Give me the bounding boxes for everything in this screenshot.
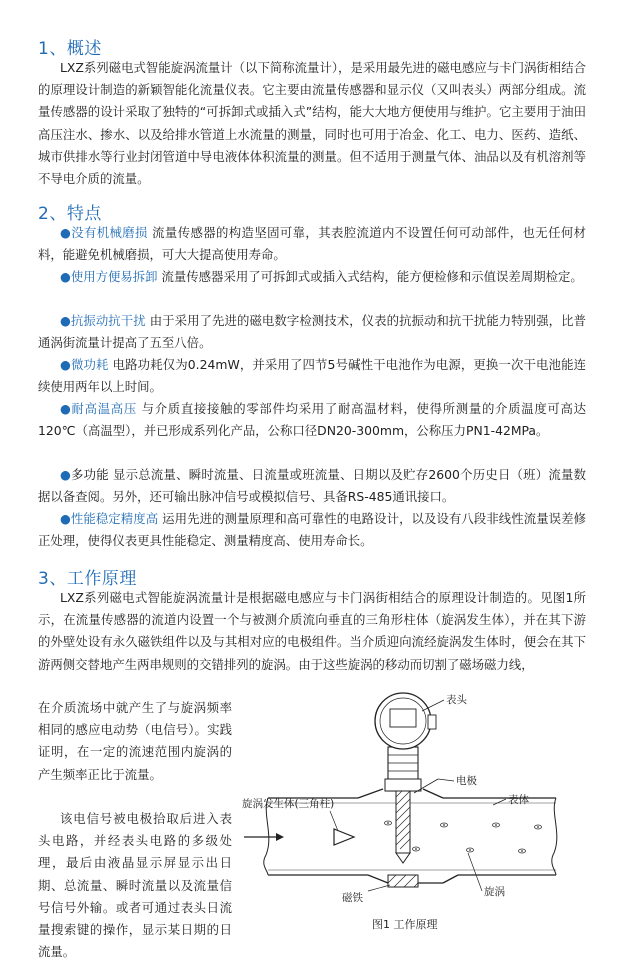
working-principle-diagram — [238, 685, 584, 910]
working-principle-figure — [238, 685, 584, 955]
feature-item — [38, 508, 586, 552]
label-body: 表体 — [508, 794, 529, 806]
bullet-icon: ● — [60, 313, 71, 328]
label-vortex: 旋涡 — [484, 886, 505, 898]
feature-item — [38, 266, 586, 288]
feature-title: 多功能 — [71, 467, 109, 482]
feature-text: 显示总流量、瞬时流量、日流量或班流量、日期以及贮存2600个历史日（班）流量数据以备查阅。另外，还可输出脉冲信号或模拟信号、具备RS-485通讯接口。 — [38, 467, 587, 505]
feature-text: 与介质直接接触的零部件均采用了耐高温材料，使得所测量的介质温度可高达120℃（高温型），并已形成系列化产品，公称口径DN20-300mm，公称压力PN1-42MPa。 — [38, 401, 586, 439]
bullet-icon: ● — [60, 357, 71, 372]
label-head: 表头 — [446, 694, 467, 706]
feature-item — [38, 310, 586, 354]
bullet-icon: ● — [60, 401, 72, 416]
feature-title: 性能稳定精度高 — [70, 511, 159, 526]
label-electrode: 电极 — [456, 775, 477, 787]
feature-title: 使用方便易拆卸 — [70, 269, 158, 284]
principle-paragraph-1: LXZ系列磁电式智能旋涡流量计是根据磁电感应与卡门涡街相结合的原理设计制造的。见图1所示，在流量传感器的流道内设置一个与被测介质流向垂直的三角形柱体（旋涡发生体），并在其下游的外壁处设有永久磁铁组件以及与其相对应的电极组件。当介质迎向流经旋涡发生体时，便会在其下游两侧交替地产生两串规则的交错排列的旋涡。由于这些旋涡的移动而切割了磁场磁力线， — [38, 590, 586, 672]
section-heading-features: 2、特点 — [38, 204, 102, 224]
feature-item — [38, 464, 586, 508]
principle-paragraph-2: 在介质流场中就产生了与旋涡频率相同的感应电动势（电信号）。实践证明，在一定的流速范围内旋涡的产生频率正比于流量。 — [38, 700, 232, 782]
label-magnet: 磁铁 — [342, 892, 363, 904]
feature-text: 运用先进的测量原理和高可靠性的电路设计，以及设有八段非线性流量误差修正处理，使得仪表更具性能稳定、测量精度高、使用寿命长。 — [38, 511, 586, 549]
feature-item — [38, 398, 586, 442]
overview-paragraph: LXZ系列磁电式智能旋涡流量计（以下简称流量计），是采用最先进的磁电感应与卡门涡街相结合的原理设计制造的新颖智能化流量仪表。它主要由流量传感器和显示仪（又叫表头）两部分组成。流量传感器的设计采取了独特的“可拆卸式或插入式”结构，能大大地方便使用与维护。它主要用于油田高压注水、掺水、以及给排水管道上水流量的测量，同时也可用于冶金、化工、电力、医药、造纸、城市供排水等行业封闭管道中导电液体体积流量的测量。但不适用于测量气体、油品以及有机溶剂等不导电介质的流量。 — [38, 60, 586, 187]
bullet-icon: ● — [60, 225, 72, 240]
bullet-icon: ● — [60, 269, 71, 284]
principle-paragraph-3: 该电信号被电极拾取后进入表头电路，并经表头电路的多级处理，最后由液晶显示屏显示出日期、总流量、瞬时流量以及流量信号信号外输。或者可通过表头日流量搜索键的操作，显示某日期的日流量。 — [38, 811, 232, 960]
feature-text: 流量传感器的构造坚固可靠，其表腔流道内不设置任何可动部件，也无任何材料，能避免机械磨损，可大大提高使用寿命。 — [38, 225, 587, 263]
feature-title: 微功耗 — [70, 357, 109, 372]
feature-text: 由于采用了先进的磁电数字检测技术，仪表的抗振动和抗干扰能力特别强，比普通涡街流量计提高了五至八倍。 — [38, 313, 586, 351]
feature-text: 电路功耗仅为0.24mW，并采用了四节5号碱性干电池作为电源，更换一次干电池能连续使用两年以上时间。 — [38, 357, 587, 395]
feature-title: 耐高温高压 — [71, 401, 137, 416]
figure-caption: 图1 工作原理 — [372, 918, 438, 931]
label-vortex-generator: 旋涡发生体(三角柱) — [242, 798, 335, 810]
feature-title: 没有机械磨损 — [71, 225, 148, 240]
feature-item — [38, 354, 586, 398]
bullet-icon: ● — [60, 467, 72, 482]
bullet-icon: ● — [60, 511, 71, 526]
section-heading-overview: 1、概述 — [38, 39, 102, 59]
feature-title: 抗振动抗干扰 — [70, 313, 146, 328]
feature-item — [38, 222, 586, 266]
section-heading-principle: 3、工作原理 — [38, 569, 137, 589]
feature-text: 流量传感器采用了可拆卸式或插入式结构，能方便检修和示值误差周期检定。 — [157, 269, 583, 284]
